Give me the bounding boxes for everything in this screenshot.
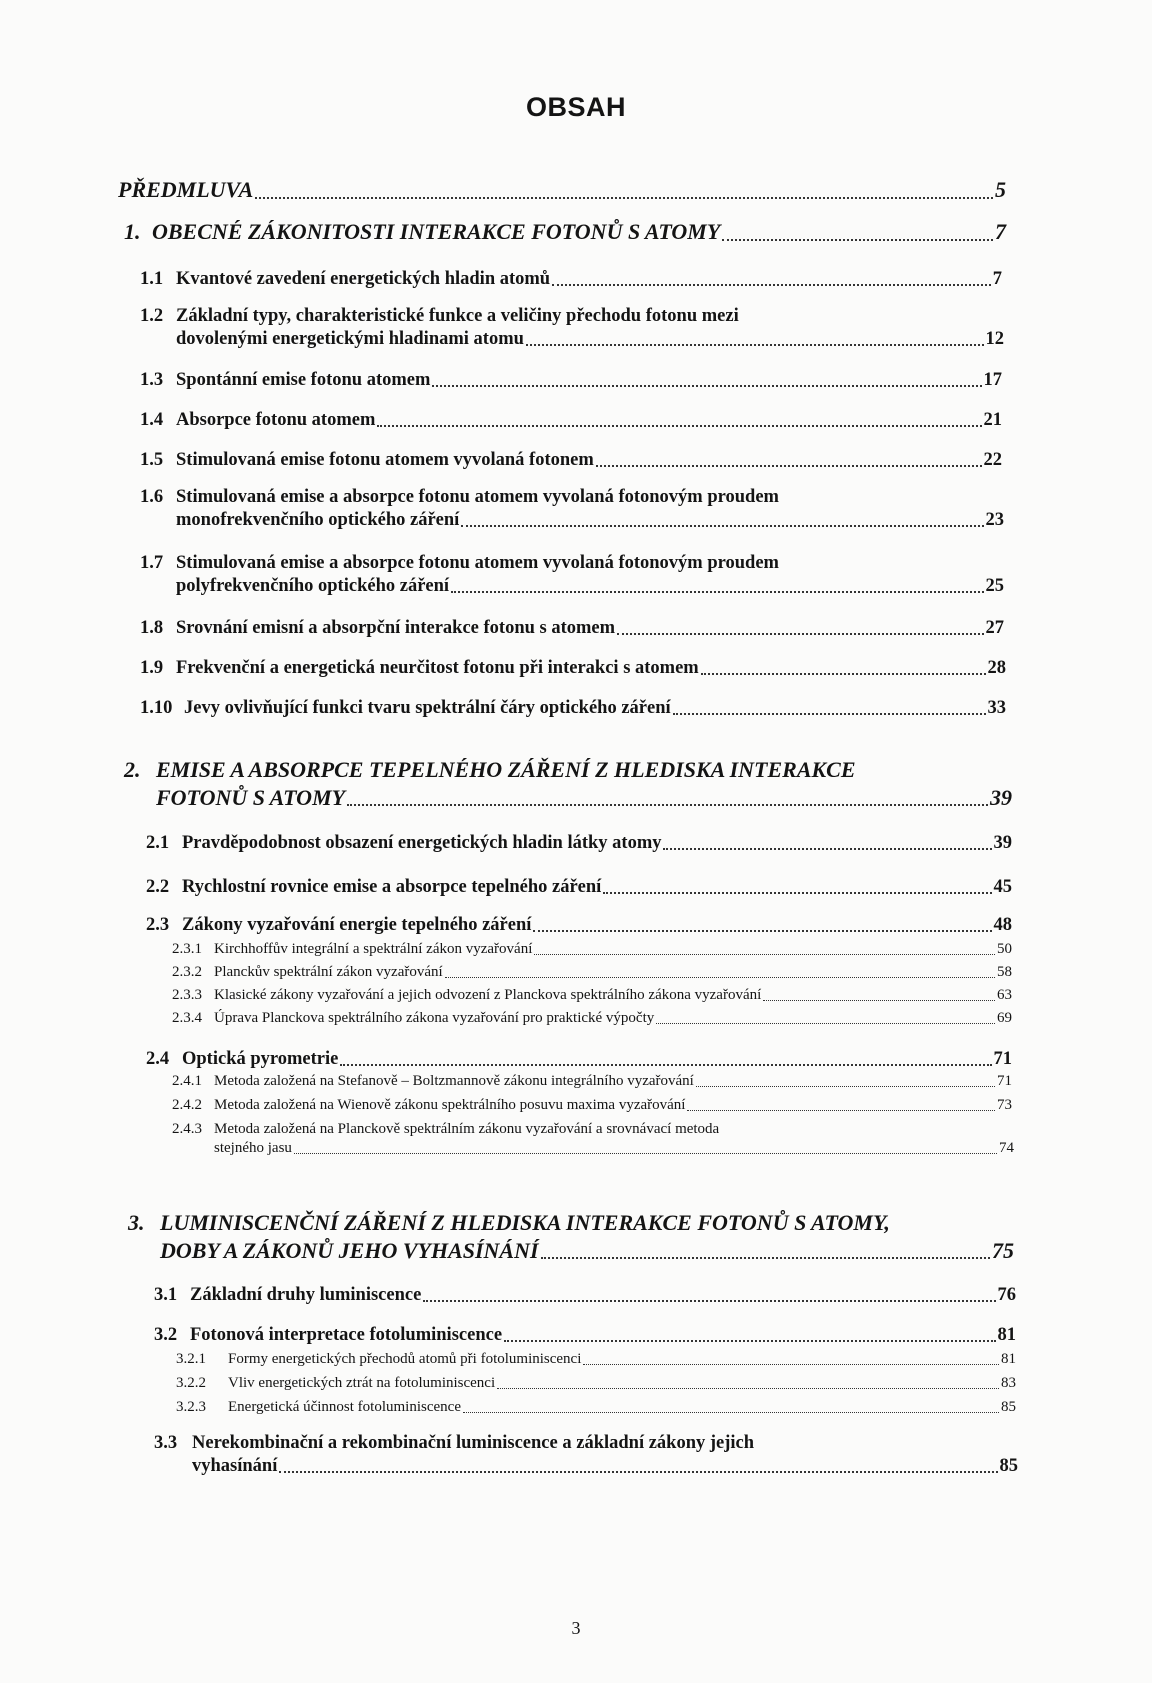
toc-entry-number: 2.1	[146, 833, 170, 853]
toc-entry-title-line-1: Základní typy, charakteristické funkce a veličiny přechodu fotonu mezi	[176, 306, 739, 326]
toc-entry-title: Základní druhy luminiscence	[190, 1285, 422, 1305]
toc-page-number: 81	[997, 1325, 1016, 1345]
toc-entry-1-2	[140, 305, 1004, 351]
toc-entry-number: 2.4.1	[172, 1073, 202, 1089]
leader-dots	[663, 847, 991, 850]
toc-page-number: 25	[985, 576, 1004, 597]
toc-page-number: 33	[987, 698, 1006, 718]
leader-dots	[603, 891, 991, 894]
toc-entry-title: Energetická účinnost fotoluminiscence	[228, 1399, 461, 1415]
toc-entry-title-line-1: Nerekombinační a rekombinační luminiscence a základní zákony jejich	[192, 1433, 755, 1453]
toc-entry-3-2-3	[176, 1398, 1016, 1417]
toc-entry-title: Vliv energetických ztrát na fotoluminiscenci	[228, 1375, 496, 1391]
toc-entry-chapter-2	[124, 756, 1012, 811]
leader-dots	[445, 976, 995, 978]
leader-dots	[541, 1256, 990, 1259]
toc-entry-number: 1.1	[140, 269, 164, 289]
leader-dots	[526, 343, 984, 346]
toc-entry-number: 2.3.3	[172, 987, 202, 1003]
toc-entry-title: Rychlostní rovnice emise a absorpce tepelného záření	[182, 877, 602, 897]
toc-entry-title: OBECNÉ ZÁKONITOSTI INTERAKCE FOTONŮ S ATOMY	[152, 219, 721, 244]
toc-page-number: 12	[985, 329, 1004, 350]
toc-entry-number: 3.1	[154, 1285, 178, 1305]
toc-page-number: 5	[995, 177, 1006, 202]
toc-page-number: 7	[995, 219, 1006, 244]
leader-dots	[617, 632, 983, 635]
toc-page-number: 76	[997, 1285, 1016, 1305]
toc-page-number: 22	[983, 450, 1002, 470]
toc-entry-2-3-4	[172, 1009, 1012, 1028]
toc-entry-number: 2.2	[146, 877, 170, 897]
toc-entry-number: 2.4	[146, 1049, 170, 1069]
toc-page-number: 45	[993, 877, 1012, 897]
leader-dots	[696, 1085, 995, 1087]
toc-page-number: 71	[993, 1049, 1012, 1069]
toc-entry-title-line-1: LUMINISCENČNÍ ZÁŘENÍ Z HLEDISKA INTERAKCE FOTONŮ S ATOMY,	[160, 1210, 890, 1235]
toc-entry-title-line-2: DOBY A ZÁKONŮ JEHO VYHASÍNÁNÍ	[160, 1237, 539, 1263]
toc-entry-number: 1.8	[140, 618, 164, 638]
toc-entry-2-3-3	[172, 986, 1012, 1005]
toc-entry-number: 1.2	[140, 306, 164, 326]
leader-dots	[497, 1387, 999, 1389]
toc-entry-title: Frekvenční a energetická neurčitost fotonu při interakci s atomem	[176, 658, 699, 678]
leader-dots	[673, 712, 986, 715]
toc-entry-title: Jevy ovlivňující funkci tvaru spektrální čáry optického záření	[184, 698, 671, 718]
toc-page-number: 39	[990, 784, 1012, 810]
toc-page-number: 83	[1001, 1375, 1016, 1391]
toc-entry-1-4	[140, 409, 1002, 432]
toc-entry-title-line-2: stejného jasu	[214, 1139, 292, 1156]
toc-entry-title-line-2: polyfrekvenčního optického záření	[176, 576, 450, 597]
toc-entry-number: 1.3	[140, 370, 164, 390]
toc-entry-title: Fotonová interpretace fotoluminiscence	[190, 1325, 503, 1345]
toc-page-number: 17	[983, 370, 1002, 390]
toc-entry-3-2-1	[176, 1350, 1016, 1369]
toc-page-number: 7	[992, 269, 1002, 289]
toc-entry-number: 3.3	[154, 1433, 178, 1453]
toc-entry-2-2	[146, 876, 1012, 899]
toc-entry-title: Pravděpodobnost obsazení energetických hladin látky atomy	[182, 833, 662, 853]
leader-dots	[432, 384, 981, 387]
toc-page-number: 73	[997, 1097, 1012, 1113]
leader-dots	[596, 464, 982, 467]
toc-entry-3-3	[154, 1432, 1018, 1478]
toc-entry-2-3-1	[172, 940, 1012, 959]
toc-page-number: 48	[993, 915, 1012, 935]
toc-entry-chapter-1	[124, 218, 1006, 246]
toc-entry-title: Metoda založená na Wienově zákonu spektrálního posuvu maxima vyzařování	[214, 1097, 686, 1113]
toc-entry-number: 3.2.1	[176, 1351, 206, 1367]
leader-dots	[763, 999, 995, 1001]
toc-entry-chapter-3	[128, 1209, 1014, 1264]
page-number-footer: 3	[571, 1618, 581, 1638]
toc-entry-number: 1.	[124, 219, 141, 244]
toc-entry-3-2-2	[176, 1374, 1016, 1393]
toc-entry-2-4-1	[172, 1072, 1012, 1091]
leader-dots	[463, 1411, 999, 1413]
toc-entry-number: 3.	[128, 1210, 145, 1235]
toc-entry-title: Zákony vyzařování energie tepelného záření	[182, 915, 532, 935]
toc-entry-title: Kvantové zavedení energetických hladin atomů	[176, 269, 551, 289]
toc-page-number: 71	[997, 1073, 1012, 1089]
toc-entry-title: Stimulovaná emise fotonu atomem vyvolaná fotonem	[176, 450, 594, 470]
toc-entry-number: 1.5	[140, 450, 164, 470]
leader-dots	[583, 1363, 999, 1365]
toc-entry-3-1	[154, 1284, 1016, 1307]
toc-entry-number: 1.9	[140, 658, 164, 678]
toc-entry-number: 2.4.3	[172, 1121, 202, 1137]
toc-entry-1-10	[140, 697, 1006, 720]
toc-entry-1-6	[140, 486, 1004, 532]
leader-dots	[255, 196, 993, 199]
leader-dots	[347, 803, 988, 806]
toc-entry-number: 2.3	[146, 915, 170, 935]
toc-page-number: 28	[987, 658, 1006, 678]
toc-entry-title: Formy energetických přechodů atomů při fotoluminiscenci	[228, 1351, 582, 1367]
leader-dots	[279, 1470, 997, 1473]
leader-dots	[533, 929, 991, 932]
toc-entry-1-1	[140, 268, 1002, 291]
toc-entry-2-1	[146, 832, 1012, 855]
toc-page-number: 74	[999, 1139, 1014, 1156]
toc-entry-number: 3.2	[154, 1325, 178, 1345]
toc-entry-title-line-1: Metoda založená na Planckově spektrálním zákonu vyzařování a srovnávací metoda	[214, 1121, 720, 1137]
toc-entry-number: 3.2.2	[176, 1375, 206, 1391]
toc-entry-2-4	[146, 1048, 1012, 1071]
toc-entry-number: 1.4	[140, 410, 164, 430]
toc-entry-3-2	[154, 1324, 1016, 1347]
toc-entry-2-4-3	[172, 1120, 1014, 1158]
leader-dots	[451, 590, 983, 593]
leader-dots	[722, 238, 993, 241]
toc-page-number: 23	[985, 510, 1004, 531]
toc-page-number: 63	[997, 987, 1012, 1003]
leader-dots	[656, 1022, 995, 1024]
leader-dots	[534, 953, 995, 955]
toc-page-number: 27	[985, 618, 1004, 638]
toc-entry-2-3-2	[172, 963, 1012, 982]
toc-entry-title: Optická pyrometrie	[182, 1049, 339, 1069]
leader-dots	[377, 424, 981, 427]
toc-page-number: 75	[992, 1237, 1014, 1263]
toc-entry-1-9	[140, 657, 1006, 680]
toc-entry-title: Absorpce fotonu atomem	[176, 410, 376, 430]
leader-dots	[461, 524, 983, 527]
toc-entry-title: Metoda založená na Stefanově – Boltzmannově zákonu integrálního vyzařování	[214, 1073, 694, 1089]
toc-entry-number: 1.7	[140, 553, 164, 573]
toc-page-number: 69	[997, 1010, 1012, 1026]
toc-entry-number: 3.2.3	[176, 1399, 206, 1415]
toc-entry-title-line-2: vyhasínání	[192, 1456, 278, 1477]
toc-entry-number: 2.3.4	[172, 1010, 202, 1026]
toc-page-number: 39	[993, 833, 1012, 853]
toc-entry-title: Klasické zákony vyzařování a jejich odvození z Planckova spektrálního zákona vyzařování	[214, 987, 762, 1003]
toc-entry-1-3	[140, 369, 1002, 392]
toc-heading: OBSAH	[525, 92, 626, 122]
toc-entry-title-line-1: EMISE A ABSORPCE TEPELNÉHO ZÁŘENÍ Z HLEDISKA INTERAKCE	[156, 757, 856, 782]
toc-entry-1-7	[140, 552, 1004, 598]
toc-entry-title-line-1: Stimulovaná emise a absorpce fotonu atomem vyvolaná fotonovým proudem	[176, 553, 779, 573]
toc-entry-number: 2.3.2	[172, 964, 202, 980]
toc-entry-title-line-2: dovolenými energetickými hladinami atomu	[176, 329, 524, 350]
toc-entry-1-8	[140, 617, 1004, 640]
toc-entry-title: Úprava Planckova spektrálního zákona vyzařování pro praktické výpočty	[214, 1010, 655, 1026]
leader-dots	[552, 283, 991, 286]
toc-entry-number: 1.10	[140, 698, 173, 718]
toc-entry-title: Srovnání emisní a absorpční interakce fotonu s atomem	[176, 618, 616, 638]
leader-dots	[687, 1109, 995, 1111]
leader-dots	[701, 672, 986, 675]
toc-entry-title: Spontánní emise fotonu atomem	[176, 370, 431, 390]
leader-dots	[504, 1339, 995, 1342]
toc-page-number: 81	[1001, 1351, 1016, 1367]
toc-entry-title: Kirchhoffův integrální a spektrální zákon vyzařování	[214, 941, 533, 957]
toc-entry-title: PŘEDMLUVA	[118, 177, 254, 202]
toc-entry-title-line-2: monofrekvenčního optického záření	[176, 510, 460, 531]
toc-page-number: 21	[983, 410, 1002, 430]
toc-page-number: 85	[999, 1456, 1018, 1477]
toc-page-number: 50	[997, 941, 1012, 957]
toc-page-number: 58	[997, 964, 1012, 980]
leader-dots	[294, 1152, 997, 1154]
toc-entry-number: 2.	[124, 757, 141, 782]
toc-entry-title-line-2: FOTONŮ S ATOMY	[156, 784, 346, 810]
toc-entry-2-4-2	[172, 1096, 1012, 1115]
toc-entry-title-line-1: Stimulovaná emise a absorpce fotonu atomem vyvolaná fotonovým proudem	[176, 487, 779, 507]
toc-entry-1-5	[140, 449, 1002, 472]
toc-entry-title: Planckův spektrální zákon vyzařování	[214, 964, 443, 980]
toc-entry-number: 2.4.2	[172, 1097, 202, 1113]
toc-entry-2-3	[146, 914, 1012, 937]
toc-entry-predmluva	[118, 176, 1006, 204]
toc-page-number: 85	[1001, 1399, 1016, 1415]
toc-entry-number: 2.3.1	[172, 941, 202, 957]
toc-entry-number: 1.6	[140, 487, 164, 507]
leader-dots	[340, 1063, 991, 1066]
leader-dots	[423, 1299, 995, 1302]
